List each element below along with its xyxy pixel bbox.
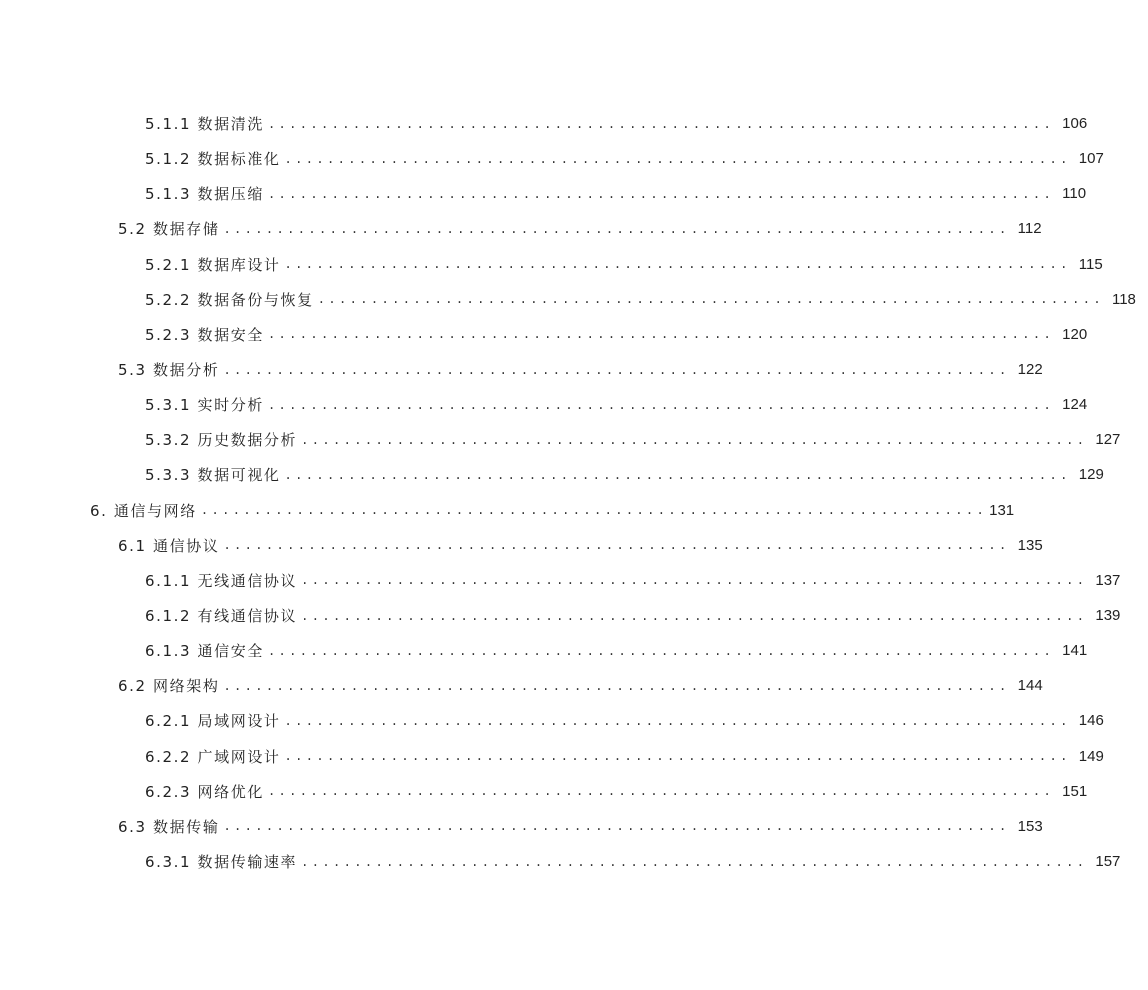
toc-dot-leader: .......................................................................... xyxy=(267,186,1055,201)
toc-entry[interactable] xyxy=(0,703,1104,738)
toc-entry[interactable] xyxy=(0,598,1121,633)
toc-page-number: 112 xyxy=(1017,220,1042,238)
toc-entry[interactable] xyxy=(0,633,1088,668)
toc-page-number: 149 xyxy=(1078,747,1104,765)
toc-entry-title: 5.2 数据存储 xyxy=(118,220,220,239)
toc-entry[interactable] xyxy=(0,739,1104,774)
toc-page-number: 157 xyxy=(1095,853,1121,871)
toc-entry-title: 5.2.1 数据库设计 xyxy=(145,255,281,274)
toc-entry-title: 6.2 网络架构 xyxy=(118,677,220,696)
toc-entry-title: 6.1.1 无线通信协议 xyxy=(145,571,298,590)
toc-entry[interactable] xyxy=(0,282,1136,317)
toc-page-number: 106 xyxy=(1062,115,1088,133)
toc-dot-leader: .......................................................................... xyxy=(267,643,1055,658)
toc-entry[interactable] xyxy=(0,457,1104,492)
table-of-contents xyxy=(0,106,1136,879)
toc-dot-leader: .......................................................................... xyxy=(301,854,1088,869)
toc-entry-title: 5.1.2 数据标准化 xyxy=(145,150,281,169)
toc-dot-leader: .......................................................................... xyxy=(267,397,1055,412)
toc-dot-leader: .......................................................................... xyxy=(200,503,988,518)
toc-entry-title: 5.2.3 数据安全 xyxy=(145,325,264,344)
toc-entry-title: 5.1.1 数据清洗 xyxy=(145,115,264,134)
toc-entry-title: 5.1.3 数据压缩 xyxy=(145,185,264,204)
toc-page-number: 122 xyxy=(1017,361,1043,379)
toc-entry[interactable] xyxy=(0,317,1088,352)
toc-entry-title: 6.3.1 数据传输速率 xyxy=(145,853,298,872)
toc-dot-leader: .......................................................................... xyxy=(284,257,1071,272)
toc-entry[interactable] xyxy=(0,387,1088,422)
toc-entry-title: 6.2.1 局域网设计 xyxy=(145,712,281,731)
toc-dot-leader: .......................................................................... xyxy=(267,784,1055,799)
toc-entry-title: 5.3.1 实时分析 xyxy=(145,396,264,415)
toc-entry[interactable] xyxy=(0,668,1043,703)
toc-entry[interactable] xyxy=(0,352,1043,387)
toc-entry-title: 5.2.2 数据备份与恢复 xyxy=(145,290,314,309)
toc-entry-title: 6.1.2 有线通信协议 xyxy=(145,607,298,626)
toc-dot-leader: .......................................................................... xyxy=(301,573,1088,588)
toc-dot-leader: .......................................................................... xyxy=(223,678,1010,693)
toc-entry[interactable] xyxy=(0,211,1042,246)
toc-page-number: 110 xyxy=(1062,185,1087,203)
toc-entry[interactable] xyxy=(0,422,1121,457)
toc-dot-leader: .......................................................................... xyxy=(284,151,1071,166)
toc-dot-leader: .......................................................................... xyxy=(223,221,1010,236)
toc-entry[interactable] xyxy=(0,563,1121,598)
toc-entry[interactable] xyxy=(0,774,1088,809)
toc-entry-title: 5.3.2 历史数据分析 xyxy=(145,431,298,450)
toc-dot-leader: .......................................................................... xyxy=(301,432,1088,447)
toc-entry[interactable] xyxy=(0,176,1087,211)
toc-page-number: 124 xyxy=(1062,396,1088,414)
toc-entry-title: 5.3.3 数据可视化 xyxy=(145,466,281,485)
toc-entry-title: 6.3 数据传输 xyxy=(118,817,220,836)
toc-entry[interactable] xyxy=(0,809,1043,844)
toc-dot-leader: .......................................................................... xyxy=(267,327,1055,342)
toc-dot-leader: .......................................................................... xyxy=(223,538,1010,553)
toc-page-number: 137 xyxy=(1095,571,1121,589)
toc-entry[interactable] xyxy=(0,528,1043,563)
toc-page-number: 107 xyxy=(1078,150,1104,168)
toc-dot-leader: .......................................................................... xyxy=(223,819,1010,834)
toc-entry[interactable] xyxy=(0,247,1103,282)
toc-page-number: 131 xyxy=(989,501,1015,519)
toc-dot-leader: .......................................................................... xyxy=(284,749,1071,764)
toc-entry[interactable] xyxy=(0,844,1121,879)
toc-page-number: 146 xyxy=(1078,712,1104,730)
toc-entry[interactable] xyxy=(0,106,1088,141)
toc-page-number: 120 xyxy=(1062,325,1088,343)
toc-page-number: 135 xyxy=(1017,536,1043,554)
toc-entry-title: 5.3 数据分析 xyxy=(118,361,220,380)
toc-page-number: 127 xyxy=(1095,431,1121,449)
toc-dot-leader: .......................................................................... xyxy=(301,608,1088,623)
toc-dot-leader: .......................................................................... xyxy=(284,713,1071,728)
toc-entry-title: 6. 通信与网络 xyxy=(90,501,197,520)
toc-entry-title: 6.2.2 广域网设计 xyxy=(145,747,281,766)
toc-page-number: 151 xyxy=(1062,782,1088,800)
toc-page-number: 153 xyxy=(1017,817,1043,835)
toc-entry-title: 6.2.3 网络优化 xyxy=(145,782,264,801)
toc-entry[interactable] xyxy=(0,141,1104,176)
toc-dot-leader: .......................................................................... xyxy=(284,467,1071,482)
toc-page-number: 139 xyxy=(1095,607,1121,625)
toc-entry-title: 6.1 通信协议 xyxy=(118,536,220,555)
toc-entry[interactable] xyxy=(0,493,1015,528)
toc-page-number: 144 xyxy=(1017,677,1043,695)
toc-entry-title: 6.1.3 通信安全 xyxy=(145,642,264,661)
toc-page-number: 141 xyxy=(1062,642,1088,660)
toc-page-number: 118 xyxy=(1111,290,1136,308)
toc-dot-leader: .......................................................................... xyxy=(267,116,1055,131)
toc-dot-leader: .......................................................................... xyxy=(317,292,1104,307)
toc-page-number: 129 xyxy=(1078,466,1104,484)
toc-dot-leader: .......................................................................... xyxy=(223,362,1010,377)
toc-page-number: 115 xyxy=(1078,255,1103,273)
